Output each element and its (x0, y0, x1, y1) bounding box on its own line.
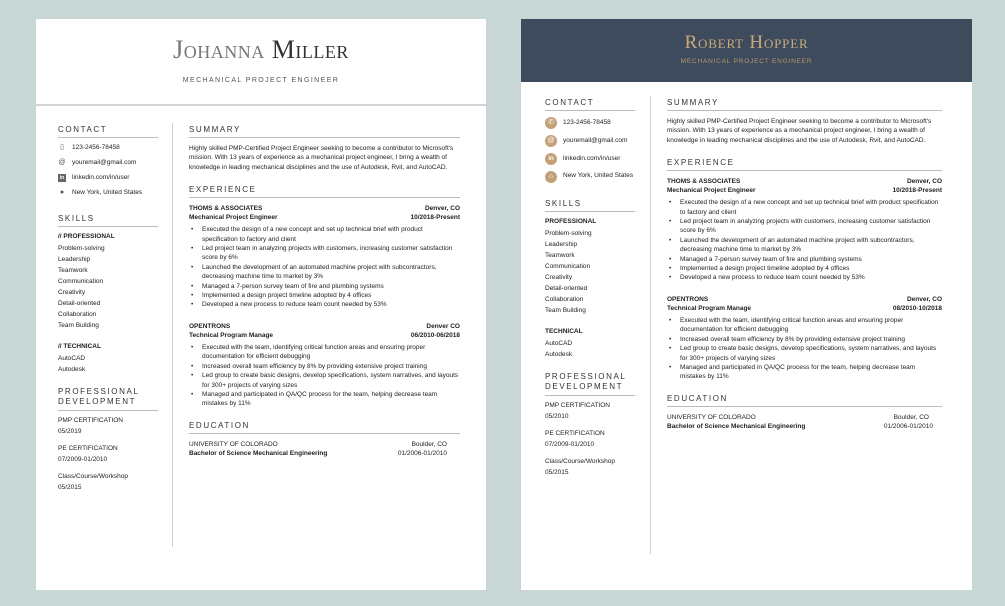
professional-skills-heading: // PROFESSIONAL (58, 233, 115, 240)
job-location: Denver, CO (906, 295, 942, 303)
prodev-heading: PROFESSIONAL DEVELOPMENT (58, 387, 158, 411)
phone-text: 123-2456-78458 (72, 144, 120, 151)
column-divider (650, 96, 651, 554)
bullet-item: • Managed a 7-person survey team of fire and plumbing systems (189, 282, 460, 291)
candidate-name: Robert Hopper (684, 32, 809, 53)
skill-item: Creativity (545, 274, 573, 281)
skill-item: Communication (58, 278, 104, 285)
bullet-item: • Managed a 7-person survey team of fire and plumbing systems (667, 255, 942, 264)
candidate-name (36, 35, 486, 65)
bullet-item: • Increased overall team efficiency by 8% by providing extensive project training (189, 362, 460, 371)
technical-skills-heading: // TECHNICAL (58, 343, 101, 350)
school-location: Boulder, CO (893, 413, 929, 421)
bullet-item: • Launched the development of an automated machine project with subcontractors, decreasing machine time to market by 3% (189, 263, 460, 282)
location-pin-icon: ● (59, 189, 65, 196)
role: Mechanical Project Engineer (189, 214, 278, 222)
home-icon: ⌂ (545, 171, 557, 183)
job-company-row (667, 177, 942, 186)
job-role-row (189, 331, 460, 340)
cert-name: PMP CERTIFICATION (58, 417, 124, 424)
column-divider (172, 123, 173, 547)
skill-item: Team Building (545, 307, 586, 314)
bullet-item: • Launched the development of an automated machine project with subcontractors, decreasing machine time to market by 3% (667, 236, 942, 255)
linkedin-icon: in (545, 153, 557, 165)
at-icon: @ (58, 159, 66, 166)
bullet-item: • Executed with the team, identifying critical function areas and ensuring proper documentation for efficient debugging (667, 316, 942, 335)
bullet-item: • Led group to create basic designs, develop specifications, system narratives, and layouts for 300+ projects of varying sizes (189, 371, 460, 390)
school-name: UNIVERSITY OF COLORADO (189, 440, 278, 448)
contact-phone (545, 117, 635, 129)
degree-dates: 01/2006-01/2010 (883, 422, 933, 430)
email-text: youremail@gmail.com (72, 159, 137, 166)
cert-date: 05/2019 (58, 428, 82, 435)
right-column (667, 98, 942, 431)
job-dates: 06/2010-06/2018 (410, 331, 460, 339)
role: Technical Program Manage (667, 304, 752, 312)
job-location: Denver, CO (906, 178, 942, 186)
cert-date: 05/2015 (58, 484, 82, 491)
prodev-heading: PROFESSIONAL DEVELOPMENT (545, 372, 635, 396)
bullet-item: • Executed with the team, identifying critical function areas and ensuring proper documentation for efficient debugging (189, 343, 460, 362)
contact-phone (58, 144, 158, 152)
professional-skills-heading: PROFESSIONAL (545, 218, 597, 225)
contact-email (58, 159, 158, 167)
summary-text: Highly skilled PMP-Certified Project Engineer seeking to become a contributor to Microsoft's mission. With 13 years of experience as a mechanical project engineer, I bring a wealth of knowledge in leading mechanical disciplines and the use of Autodesk, Rvit, and AutoCAD. (667, 118, 932, 144)
role: Technical Program Manage (189, 331, 274, 339)
school-row (667, 413, 929, 422)
cert-date: 07/2009-01/2010 (545, 441, 595, 448)
degree-dates: 01/2006-01/2010 (397, 449, 447, 457)
skills-heading: SKILLS (58, 214, 158, 227)
experience-heading: EXPERIENCE (189, 185, 460, 198)
contact-email (545, 135, 635, 147)
job-bullets (189, 343, 460, 409)
cert-date: 05/2015 (545, 469, 569, 476)
bullet-item: • Led project team in analyzing projects with customers, increasing customer satisfaction score by 6% (189, 244, 460, 263)
job-location: Denver CO (426, 322, 460, 330)
bullet-item: • Executed the design of a new concept and set up technical brief with product specification to factory and client (189, 225, 460, 244)
resume-header (36, 19, 486, 105)
experience-heading: EXPERIENCE (667, 158, 942, 171)
job-dates: 08/2010-10/2018 (892, 304, 942, 312)
bullet-item: • Executed the design of a new concept and set up technical brief with product specification to factory and client (667, 198, 942, 217)
location-text: New York, United States (563, 172, 634, 179)
contact-linkedin (58, 174, 158, 182)
bullet-item: • Implemented a design project timeline adopted by 4 offices (667, 264, 942, 273)
degree-row (667, 422, 933, 431)
phone-icon: ▯ (60, 144, 64, 151)
company: OPENTRONS (667, 295, 709, 303)
job-role-row (667, 186, 942, 195)
phone-icon: ✆ (545, 117, 557, 129)
skill-item: Autodesk (545, 351, 573, 358)
skill-item: Leadership (58, 256, 91, 263)
cert-name: Class/Course/Workshop (58, 473, 128, 480)
resume-header (521, 19, 972, 82)
job-entry (667, 295, 942, 382)
education-heading: EDUCATION (667, 394, 942, 407)
company: THOMS & ASSOCIATES (667, 178, 741, 186)
linkedin-text: linkedin.com/in/user (563, 155, 621, 162)
contact-location (58, 189, 158, 197)
company: THOMS & ASSOCIATES (189, 205, 263, 213)
role: Mechanical Project Engineer (667, 187, 756, 195)
left-column (58, 125, 158, 495)
at-icon: @ (545, 135, 557, 147)
location-text: New York, United States (72, 189, 143, 196)
bullet-item: • Implemented a design project timeline adopted by 4 offices (189, 291, 460, 300)
phone-text: 123-2456-78458 (563, 119, 611, 126)
bullet-item: • Managed and participated in QA/QC process for the team, helping decrease team mistakes by 11% (667, 363, 942, 382)
job-bullets (667, 316, 942, 382)
summary-heading: SUMMARY (667, 98, 942, 111)
education-heading: EDUCATION (189, 421, 460, 434)
summary-text: Highly skilled PMP-Certified Project Engineer seeking to become a contributor to Microsoft's mission. With 13 years of experience as a mechanical project engineer, I bring a wealth of knowledge in leading mechanical disciplines and the use of Autodesk, Rvit, and AutoCAD. (189, 145, 454, 171)
bullet-item: • Developed a new process to reduce team count needed by 53% (189, 300, 460, 309)
bullet-item: • Led project team in analyzing projects with customers, increasing customer satisfaction score by 6% (667, 217, 942, 236)
job-role-row (667, 304, 942, 313)
job-role-row (189, 213, 460, 222)
linkedin-icon: in (59, 175, 65, 181)
job-dates: 10/2018-Present (410, 214, 460, 222)
degree-row (189, 449, 447, 458)
company: OPENTRONS (189, 322, 231, 330)
contact-heading: CONTACT (58, 125, 158, 138)
job-company-row (189, 322, 460, 331)
skill-item: AutoCAD (545, 340, 573, 347)
contact-linkedin (545, 153, 635, 165)
email-text: youremail@gmail.com (563, 137, 628, 144)
skill-item: Teamwork (545, 252, 575, 259)
cert-date: 05/2010 (545, 413, 569, 420)
cert-name: PE CERTIFICATION (58, 445, 118, 452)
resume-page-johanna (36, 19, 486, 590)
header-divider (36, 104, 486, 106)
cert-name: PMP CERTIFICATION (545, 402, 611, 409)
bullet-item: • Managed and participated in QA/QC process for the team, helping decrease team mistakes by 11% (189, 390, 460, 409)
school-row (189, 440, 447, 449)
skill-item: Communication (545, 263, 591, 270)
skill-item: Detail-oriented (58, 300, 101, 307)
job-company-row (667, 295, 942, 304)
bullet-item: • Developed a new process to reduce team count needed by 53% (667, 273, 942, 282)
cert-name: Class/Course/Workshop (545, 458, 615, 465)
right-column (189, 125, 460, 458)
cert-date: 07/2009-01/2010 (58, 456, 108, 463)
job-dates: 10/2018-Present (892, 187, 942, 195)
degree: Bachelor of Science Mechanical Engineering (667, 422, 806, 430)
last-name: Miller (271, 35, 349, 64)
job-company-row (189, 204, 460, 213)
skill-item: Collaboration (545, 296, 584, 303)
resume-page-robert (521, 19, 972, 590)
contact-heading: CONTACT (545, 98, 635, 111)
skill-item: Creativity (58, 289, 86, 296)
job-bullets (189, 225, 460, 310)
job-entry (667, 177, 942, 283)
skill-item: AutoCAD (58, 355, 86, 362)
first-name: Johanna (173, 35, 265, 64)
job-title: MECHANICAL PROJECT ENGINEER (680, 58, 813, 65)
job-entry (189, 204, 460, 310)
skill-item: Collaboration (58, 311, 97, 318)
school-location: Boulder, CO (411, 440, 447, 448)
skill-item: Leadership (545, 241, 578, 248)
bullet-item: • Increased overall team efficiency by 8% by providing extensive project training (667, 335, 942, 344)
job-title: MECHANICAL PROJECT ENGINEER (182, 77, 340, 84)
linkedin-text: linkedin.com/in/user (72, 174, 130, 181)
skill-item: Problem-solving (58, 245, 105, 252)
left-column (545, 98, 635, 480)
job-entry (189, 322, 460, 409)
skill-item: Detail-oriented (545, 285, 588, 292)
cert-name: PE CERTIFICATION (545, 430, 605, 437)
skills-heading: SKILLS (545, 199, 635, 212)
skill-item: Problem-solving (545, 230, 592, 237)
job-bullets (667, 198, 942, 283)
job-location: Denver, CO (424, 205, 460, 213)
degree: Bachelor of Science Mechanical Engineering (189, 449, 328, 457)
contact-location (545, 171, 635, 183)
skill-item: Teamwork (58, 267, 88, 274)
skill-item: Autodesk (58, 366, 86, 373)
school-name: UNIVERSITY OF COLORADO (667, 413, 756, 421)
summary-heading: SUMMARY (189, 125, 460, 138)
skill-item: Team Building (58, 322, 99, 329)
technical-skills-heading: TECHNICAL (545, 328, 583, 335)
bullet-item: • Led group to create basic designs, develop specifications, system narratives, and layouts for 300+ projects of varying sizes (667, 344, 942, 363)
